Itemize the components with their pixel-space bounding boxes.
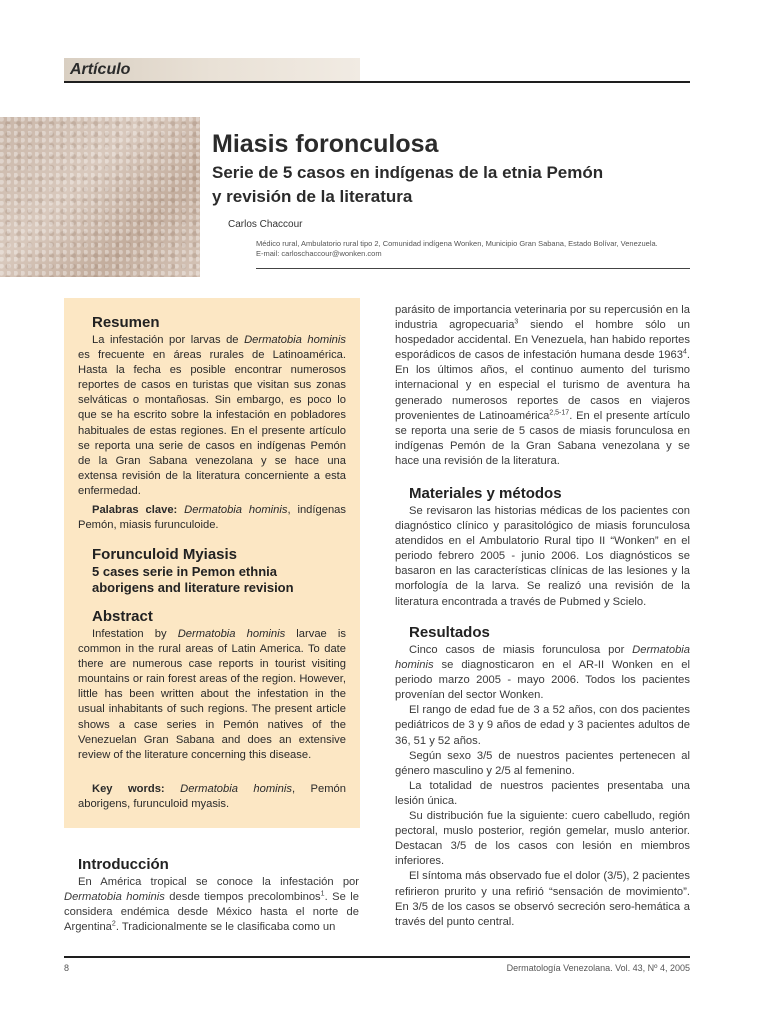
abstract-keywords: Key words: Dermatobia hominis, Pemón aborigens, furunculoid myasis.: [78, 783, 346, 811]
article-title: Miasis foronculosa: [212, 130, 439, 158]
footer-rule: [64, 956, 690, 958]
results-text: Cinco casos de miasis forunculosa por Dermatobia hominis se diagnosticaron en el AR-II Wonken en el periodo marzo 2005 - mayo 2006. Todos los pacientes provenían del sector Wonken. El rango de edad fue de 3 a 52 años, con dos pacientes pediátricos de 3 y 9 años de edad y 3 pacientes adultos de 36, 51 y 52 años. Según sexo 3/5 de nuestros pacientes pertenecen al género masculino y 2/5 al femenino. La totalidad de nuestros pacientes presentaba una lesión única. Su distribución fue la siguiente: cuero cabelludo, región pectoral, muslo posterior, región gemelar, muslo anterior. Destacan 3/5 de los casos con lesión en miembros inferiores. El síntoma más observado fue el dolor (3/5), 2 pacientes refirieron prurito y una refirió “sensación de movimiento”. En 3/5 de los casos se observó secreción sero-hemática a través del punto central.: [395, 644, 690, 928]
abstract-text: Infestation by Dermatobia hominis larvae is common in the rural areas of Latin America. To date there are numerous case reports in tourist visiting mountains or rain forest areas of the region. However, little has been written about the infestation in the usual inhabitants of such regions. The present article shows a case series in Pemón natives of the Venezuelan Gran Sabana and does an extensive review of the literature concerning this disease.: [78, 628, 346, 761]
resumen-keywords: Palabras clave: Dermatobia hominis, indígenas Pemón, miasis furunculoide.: [78, 504, 346, 532]
english-title-heading: Forunculoid Myiasis: [92, 546, 238, 563]
author-name: Carlos Chaccour: [228, 219, 303, 230]
journal-citation: Dermatología Venezolana. Vol. 43, Nº 4, 2005: [506, 963, 690, 973]
resumen-text: La infestación por larvas de Dermatobia hominis es frecuente en áreas rurales de Latinoamérica. Hasta la fecha es posible encontrar numerosos reportes de casos en turistas que visitan sus zonas selváticas o montañosas. Sin embargo, es poco lo que se ha escrito sobre la infestación en pobladores habituales de estas regiones. En el presente artículo se reporta una serie de casos en indígenas Pemón de la Gran Sabana venezolana y se hace una extensa revisión de la literatura concerniente a esta enfermedad.: [78, 334, 346, 497]
intro-continuation-text: parásito de importancia veterinaria por su repercusión en la industria agropecuaria$^3$ siendo el hombre sólo un hospedador accidental. En Venezuela, han habido reportes esporádicos de casos de infestación humana desde 1963$^4$. En los últimos años, el continuo aumento del turismo internacional y en especial el turismo de aventura ha generado numerosos reportes de casos en viajeros provenientes de Latinoamérica$^{2,5-17}$. En el presente artículo se reporta una serie de 5 casos de miasis forunculosa en indígenas Pemón de la Gran Sabana venezolana y se hace una revisión de la literatura.: [395, 304, 690, 467]
resumen-heading: Resumen: [92, 314, 160, 331]
intro-text: En América tropical se conoce la infestación por Dermatobia hominis desde tiempos precolombinos$^1$. Se le considera endémica desde México hasta el norte de Argentina$^2$. Tradicionalmente se le clasificaba como un: [64, 876, 359, 934]
english-subtitle-line2: aborigens and literature revision: [92, 580, 294, 595]
author-email: E-mail: carloschaccour@wonken.com: [256, 249, 382, 258]
article-subtitle-line2: y revisión de la literatura: [212, 187, 413, 206]
header-rule: [256, 268, 690, 269]
methods-text: Se revisaron las historias médicas de los pacientes con diagnóstico clínico y parasitológico de miasis forunculosa atendidos en el Ambulatorio Rural tipo II “Wonken” en el periodo febrero 2005 - junio 2006. Los diagnósticos se basaron en las características clínicas de las lesiones y la morfología de la larva. Se realizó una revisión de la literatura encontrada a través de Pubmed y Scielo.: [395, 505, 690, 608]
methods-heading: Materiales y métodos: [409, 485, 562, 502]
intro-heading: Introducción: [78, 856, 169, 873]
section-rule: [64, 81, 690, 83]
header-texture-image: [0, 117, 200, 277]
page-number: 8: [64, 963, 70, 973]
abstract-heading: Abstract: [92, 608, 153, 625]
english-subtitle-line1: 5 cases serie in Pemon ethnia: [92, 564, 277, 579]
results-heading: Resultados: [409, 624, 490, 641]
article-subtitle-line1: Serie de 5 casos en indígenas de la etnia Pemón: [212, 163, 604, 182]
section-label: Artículo: [70, 61, 131, 78]
author-affiliation: Médico rural, Ambulatorio rural tipo 2, Comunidad indígena Wonken, Municipio Gran Sabana, Estado Bolívar, Venezuela.: [256, 239, 658, 248]
